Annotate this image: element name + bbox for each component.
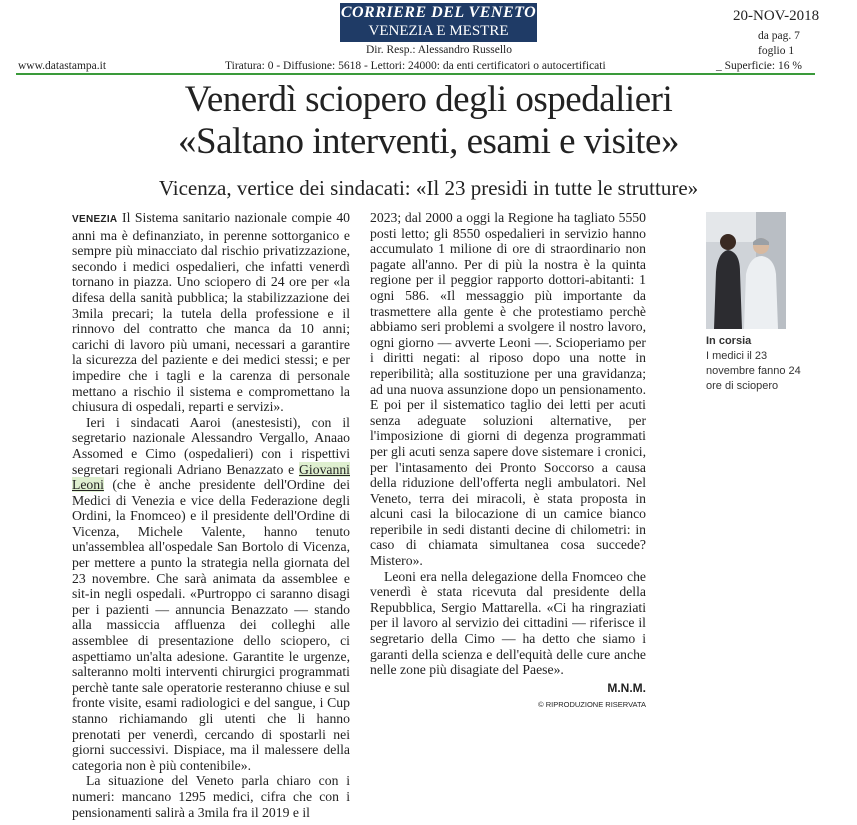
- sheet-ref: foglio 1: [758, 45, 795, 57]
- masthead-edition: VENEZIA E MESTRE: [368, 23, 509, 39]
- article-column-1: [72, 210, 350, 820]
- highlighted-name: Giovanni Leoni: [72, 461, 350, 493]
- paragraph-2: Ieri i sindacati Aaroi (anestesisti), con il segretario nazionale Alessandro Vergallo, Anaao Assomed e Cimo (ospedalieri) con i rispettivi segretari regionali Adriano Benazzato e Giovanni Leoni (che è anche presidente dell'Ordine dei Medici di Venezia e vice della Federazione degli Ordini, la Fnomceo) e il presidente dell'Ordine di Vicenza, Michele Valente, hanno tenuto un'assemblea all'ospedale San Bortolo di Vicenza, per mettere a punto la strategia nella giornata del 23 novembre. Che sarà animata da assemblee e sit-in negli ospedali. «Purtroppo ci saranno disagi per i pazienti — annuncia Benazzato — stando alla massiccia affluenza dei colleghi alle assemblee di presentazione dello sciopero, ci aspettiamo un'alta adesione. Garantite le urgenze, salteranno molti interventi chirurgici programmati perchè tante sale operatorie resteranno chiuse e sul fronte visite, esami radiologici e del sangue, i Cup stanno richiamando gli utenti che li hanno prenotati per venerdì, cercando di spostarli nei giorni successivi. Dispiace, ma il malessere della categoria non è più contenibile».: [72, 414, 350, 773]
- paragraph-4: 2023; dal 2000 a oggi la Regione ha tagliato 5550 posti letto; gli 8550 ospedalieri in servizio hanno accumulato 1 milione di ore di straordinario non pagate all'anno. Per di più la nostra è la quinta regione per il peggior rapporto dottori-abitanti: 1 ogni 586. «Il messaggio più importante da trasmettere alla gente è che protestiamo perchè abbiamo seri problemi a svolgere il nostro lavoro, ogni giorno — avverte Leoni —. Scioperiamo per i diritti negati: al riposo dopo una notte in reperibilità; alla sostituzione per una gravidanza; ad una nuova assunzione dopo un pensionamento. E poi per il sistematico taglio dei letti per acuti senza adeguate soluzioni alternative, per l'imposizione di giorni di degenza programmati per gli acuti senza sapere dove sistemare i cronici, per l'intasamento dei Pronto Soccorso a causa della riduzione dell'offerta negli ambulatori. Nel Veneto, terra dei miracoli, è stata proposta in alcuni casi la bilocazione di un camice bianco reperibile in sedi distanti decine di chilometri: in caso di chiamata simultanea cosa succede? Mistero».: [370, 210, 646, 569]
- author-signature: M.N.M.: [607, 680, 646, 695]
- newspaper-masthead: [340, 3, 537, 42]
- dateline: VENEZIA: [72, 214, 118, 225]
- director-line: Dir. Resp.: Alessandro Russello: [366, 44, 512, 56]
- paragraph-3: La situazione del Veneto parla chiaro con i numeri: mancano 1295 medici, cifra che con i pensionamenti salirà a 3mila fra il 2019 e il: [72, 773, 350, 820]
- headline-line-2: «Saltano interventi, esami e visite»: [178, 121, 679, 162]
- caption-title: In corsia: [706, 335, 752, 347]
- caption-text: I medici il 23 novembre fanno 24 ore di sciopero: [706, 350, 801, 392]
- header-divider: [16, 73, 815, 75]
- website-link[interactable]: www.datastampa.it: [18, 60, 107, 72]
- paragraph-5: Leoni era nella delegazione della Fnomceo che venerdì è stata ricevuta dal presidente della Repubblica, Sergio Mattarella. «Ci ha ringraziati per il lavoro al servizio dei cittadini — riferisce il segretario della Cimo — ha detto che siamo i garanti della scienza e dell'equità delle cure anche nelle zone più disagiate del Paese».: [370, 568, 646, 678]
- circulation-stats: Tiratura: 0 - Diffusione: 5618 - Lettori: 24000: da enti certificatori o autocertificati: [225, 60, 606, 72]
- article-column-2: [370, 210, 646, 710]
- copyright-notice: © RIPRODUZIONE RISERVATA: [538, 700, 646, 710]
- paragraph-1: VENEZIA Il Sistema sanitario nazionale compie 40 anni ma è definanziato, in perenne sottorganico e sempre più minacciato dal rischio privatizzazione, secondo i medici ospedalieri, che infatti venerdì tornano in piazza. Uno sciopero di 24 ore per «la difesa della sanità pubblica; la stabilizzazione dei 3mila precari; la tutela della professione e il rinnovo del contratto che manca da 10 anni; carichi di lavoro più umani, necessari a garantire la sicurezza del paziente e dei medici stessi; e per impedire che i tagli e la carenza di personale mettano a rischio il sistema e compromettano la chiusura di ospedali, reparti e servizi».: [72, 210, 351, 415]
- hospital-corridor-photo: [706, 212, 786, 329]
- masthead-title: CORRIERE DEL VENETO: [340, 4, 537, 21]
- subheadline: Vicenza, vertice dei sindacati: «Il 23 presidi in tutte le strutture»: [158, 176, 699, 200]
- headline-line-1: Venerdì sciopero degli ospedalieri: [184, 79, 673, 120]
- publication-date: 20-NOV-2018: [733, 8, 820, 24]
- surface-percent: _ Superficie: 16 %: [716, 60, 802, 72]
- photo-caption: [706, 334, 806, 394]
- page-ref: da pag. 7: [758, 30, 800, 42]
